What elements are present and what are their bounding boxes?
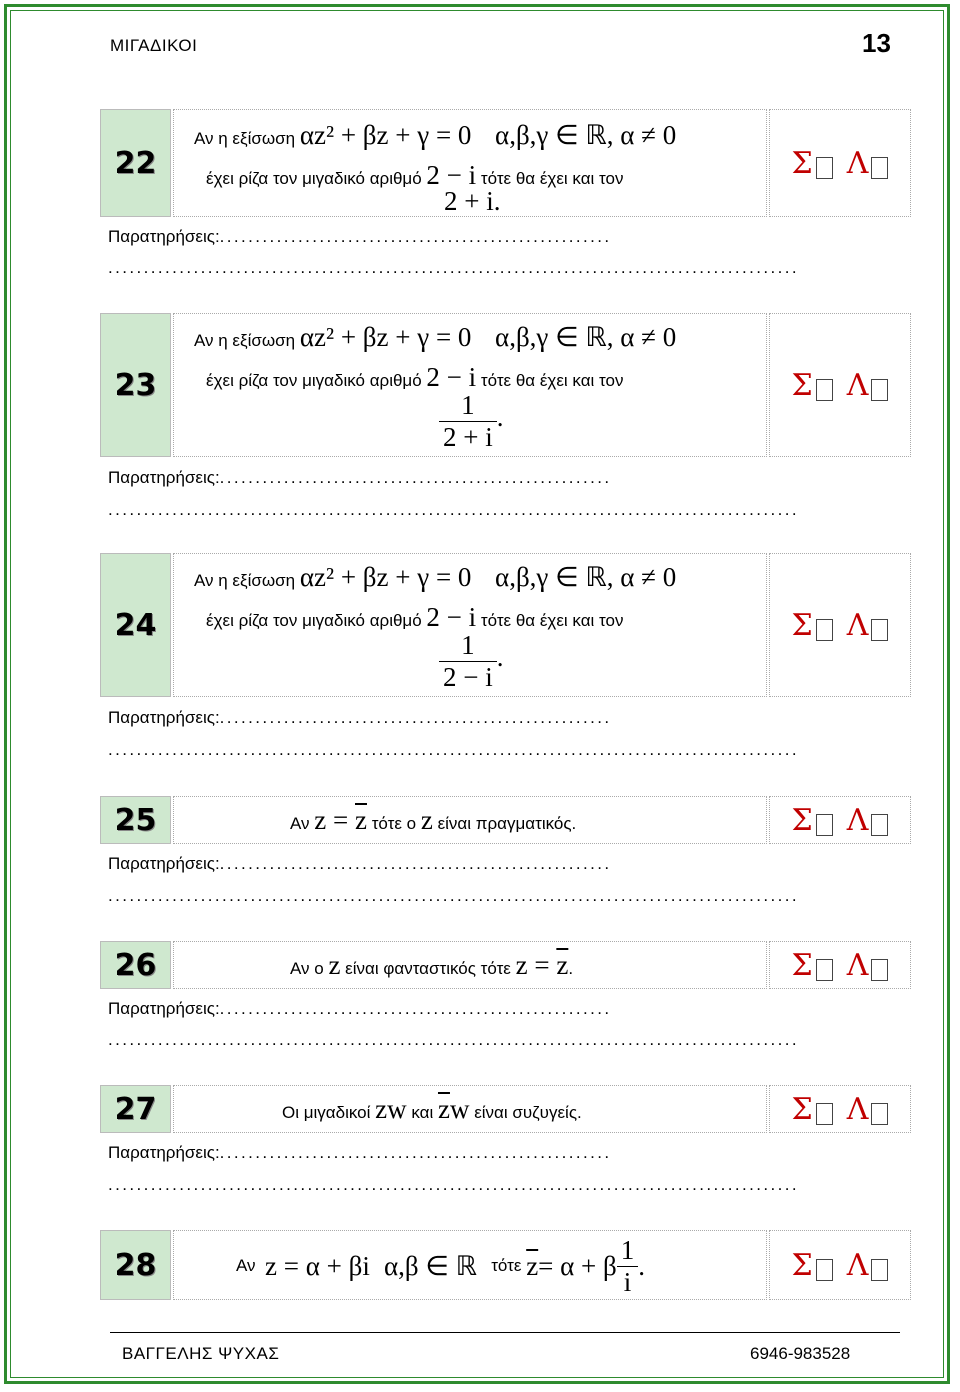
true-checkbox[interactable] xyxy=(816,157,833,179)
statement-text: έχει ρίζα τον μιγαδικό αριθμό xyxy=(206,371,422,390)
statement-text: Αν ο xyxy=(290,959,324,978)
true-option[interactable]: Σ xyxy=(792,948,833,983)
observations-label: Παρατηρήσεις: xyxy=(108,1143,220,1162)
w-math: w xyxy=(449,1094,470,1124)
false-checkbox[interactable] xyxy=(871,814,888,836)
statement-text: τότε θα έχει και τον xyxy=(480,371,624,390)
answer-dots: ................................................................................................. xyxy=(108,740,799,759)
condition-math: α,β,γ ∈ ℝ, α ≠ 0 xyxy=(495,322,677,352)
observations-label: Παρατηρήσεις: xyxy=(108,999,220,1018)
true-option[interactable]: Σ xyxy=(792,1248,833,1283)
statement-text: είναι φανταστικός τότε xyxy=(345,959,511,978)
answer-dots: ....................................................... xyxy=(219,468,612,487)
period: . xyxy=(496,641,504,672)
statement-text: Αν xyxy=(290,814,310,833)
false-checkbox[interactable] xyxy=(871,1259,888,1281)
z-conjugate-math: $\overline{z}$ xyxy=(526,1250,539,1281)
statement-line xyxy=(439,390,503,453)
statement-text: τότε xyxy=(491,1256,522,1275)
statement-text: Αν η εξίσωση xyxy=(194,571,296,590)
statement-box xyxy=(173,109,767,217)
answer-dots: ................................................................................................. xyxy=(108,1175,799,1194)
equation-math: αz² + βz + γ = 0 xyxy=(299,322,472,352)
answer-box xyxy=(769,941,911,989)
observations-line xyxy=(108,999,611,1019)
false-option[interactable]: Λ xyxy=(847,608,889,643)
statement-line xyxy=(290,950,573,981)
item-number: 28 xyxy=(100,1230,171,1300)
observations-label: Παρατηρήσεις: xyxy=(108,468,220,487)
equation-math: αz² + βz + γ = 0 xyxy=(299,120,472,150)
footer-rule xyxy=(110,1332,900,1333)
condition-math: α,β,γ ∈ ℝ, α ≠ 0 xyxy=(495,562,677,592)
statement-text: είναι συζυγείς. xyxy=(474,1103,582,1122)
answer-box xyxy=(769,1085,911,1133)
false-option[interactable]: Λ xyxy=(847,146,889,181)
observations-label: Παρατηρήσεις: xyxy=(108,854,220,873)
answer-box xyxy=(769,553,911,697)
answer-dots: ....................................................... xyxy=(219,1143,612,1162)
answer-box xyxy=(769,313,911,457)
fraction: $\frac{1}{2 - i}$ xyxy=(439,630,497,693)
statement-box xyxy=(173,1085,767,1133)
true-checkbox[interactable] xyxy=(816,1103,833,1125)
false-checkbox[interactable] xyxy=(871,619,888,641)
statement-box xyxy=(173,1230,767,1300)
statement-line xyxy=(194,562,676,593)
statement-line xyxy=(444,186,500,217)
false-option[interactable]: Λ xyxy=(847,368,889,403)
answer-box xyxy=(769,1230,911,1300)
condition-math: α,β ∈ ℝ xyxy=(384,1250,478,1281)
answer-dots: ....................................................... xyxy=(219,708,612,727)
false-option[interactable]: Λ xyxy=(847,1092,889,1127)
observations-label: Παρατηρήσεις: xyxy=(108,227,220,246)
statement-text: Οι μιγαδικοί xyxy=(282,1103,371,1122)
answer-box xyxy=(769,109,911,217)
answer-dots: ....................................................... xyxy=(219,227,612,246)
period: . xyxy=(496,401,504,432)
observations-label: Παρατηρήσεις: xyxy=(108,708,220,727)
false-checkbox[interactable] xyxy=(871,1103,888,1125)
statement-text: Αν η εξίσωση xyxy=(194,129,296,148)
observations-line xyxy=(108,854,611,874)
answer-box xyxy=(769,796,911,844)
false-option[interactable]: Λ xyxy=(847,803,889,838)
false-option[interactable]: Λ xyxy=(847,1248,889,1283)
true-option[interactable]: Σ xyxy=(792,1092,833,1127)
condition-math: α,β,γ ∈ ℝ, α ≠ 0 xyxy=(495,120,677,150)
item-number: 27 xyxy=(100,1085,171,1133)
z-conjugate-math: $\overline{z}$ xyxy=(556,950,569,980)
statement-text: και xyxy=(411,1103,434,1122)
header-subject: ΜΙΓΑΔΙΚΟΙ xyxy=(110,36,198,55)
zw-math: zw xyxy=(375,1094,407,1124)
true-checkbox[interactable] xyxy=(816,379,833,401)
root-math: 2 − i xyxy=(426,362,477,392)
root-math: 2 − i xyxy=(426,602,477,632)
item-number: 22 xyxy=(100,109,171,217)
true-option[interactable]: Σ xyxy=(792,146,833,181)
observations-line xyxy=(108,1143,611,1163)
equals-math: = xyxy=(527,950,557,980)
fraction: $\frac{1}{i}$ xyxy=(617,1235,639,1298)
statement-line xyxy=(206,602,623,633)
statement-text: Αν xyxy=(236,1256,256,1275)
statement-box xyxy=(173,796,767,844)
observations-line xyxy=(108,227,611,247)
item-number: 23 xyxy=(100,313,171,457)
z-conjugate-math: $\overline{z}$ xyxy=(355,805,367,835)
period: . xyxy=(638,1250,646,1281)
z-math: z xyxy=(515,950,528,980)
statement-text: τότε ο xyxy=(371,814,417,833)
root-math: 2 − i xyxy=(426,160,477,190)
answer-dots: ................................................................................................. xyxy=(108,258,799,277)
statement-text: Αν η εξίσωση xyxy=(194,331,296,350)
statement-text: έχει ρίζα τον μιγαδικό αριθμό xyxy=(206,169,422,188)
z-definition-math: z = α + βi xyxy=(265,1250,370,1281)
answer-dots: ................................................................................................. xyxy=(108,886,799,905)
answer-dots: ....................................................... xyxy=(219,999,612,1018)
false-option[interactable]: Λ xyxy=(847,948,889,983)
true-checkbox[interactable] xyxy=(816,959,833,981)
statement-line xyxy=(206,160,623,191)
statement-line xyxy=(206,362,623,393)
equation-math: αz² + βz + γ = 0 xyxy=(299,562,472,592)
z-math: z xyxy=(314,805,327,835)
statement-line xyxy=(439,630,503,693)
statement-box xyxy=(173,313,767,457)
statement-line xyxy=(236,1234,646,1297)
z-math: z xyxy=(420,805,433,835)
true-checkbox[interactable] xyxy=(816,814,833,836)
statement-line xyxy=(282,1094,582,1125)
z-math: z xyxy=(328,950,341,980)
equals-math: = xyxy=(326,805,355,835)
statement-box xyxy=(173,553,767,697)
item-number: 24 xyxy=(100,553,171,697)
true-option[interactable]: Σ xyxy=(792,608,833,643)
statement-line xyxy=(194,120,676,151)
answer-dots: ................................................................................................. xyxy=(108,500,799,519)
item-number: 26 xyxy=(100,941,171,989)
observations-line xyxy=(108,708,611,728)
answer-dots: ................................................................................................. xyxy=(108,1030,799,1049)
equals-math: = α + β xyxy=(538,1250,617,1281)
true-option[interactable]: Σ xyxy=(792,368,833,403)
statement-line xyxy=(290,805,576,836)
footer-author: ΒΑΓΓΕΛΗΣ ΨΥΧΑΣ xyxy=(122,1344,280,1363)
observations-line xyxy=(108,468,611,488)
statement-text: τότε θα έχει και τον xyxy=(480,169,624,188)
true-checkbox[interactable] xyxy=(816,1259,833,1281)
true-option[interactable]: Σ xyxy=(792,803,833,838)
period: . xyxy=(568,959,574,978)
fraction: $\frac{1}{2 + i}$ xyxy=(439,390,497,453)
conclusion-math: 2 + i. xyxy=(444,186,501,216)
false-checkbox[interactable] xyxy=(871,379,888,401)
item-number: 25 xyxy=(100,796,171,844)
page-number: 13 xyxy=(862,28,891,58)
statement-box xyxy=(173,941,767,989)
statement-line xyxy=(194,322,676,353)
answer-dots: ....................................................... xyxy=(219,854,612,873)
true-checkbox[interactable] xyxy=(816,619,833,641)
statement-text: τότε θα έχει και τον xyxy=(480,611,624,630)
footer-phone: 6946-983528 xyxy=(750,1344,851,1363)
false-checkbox[interactable] xyxy=(871,959,888,981)
statement-text: έχει ρίζα τον μιγαδικό αριθμό xyxy=(206,611,422,630)
z-conjugate-math: $\overline{z}$ xyxy=(437,1094,450,1124)
false-checkbox[interactable] xyxy=(871,157,888,179)
statement-text: είναι πραγματικός. xyxy=(437,814,577,833)
